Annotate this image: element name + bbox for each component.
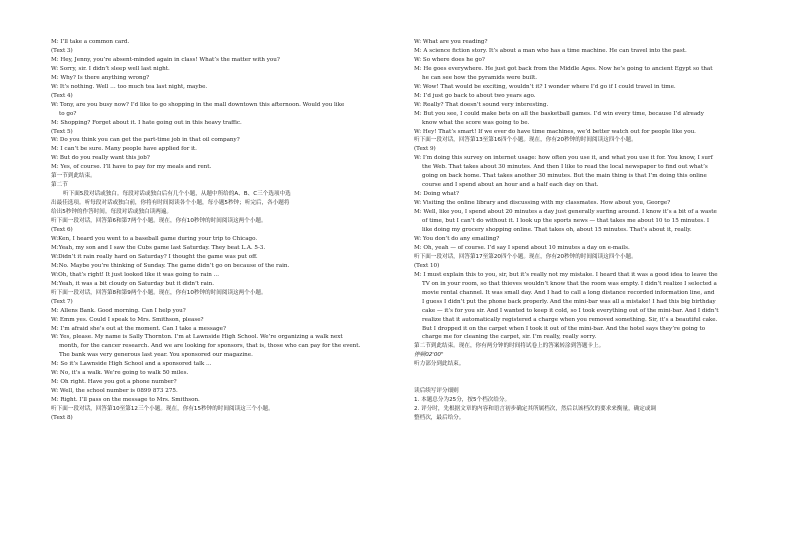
scoring-title: 读后续写评分细则 [414, 388, 459, 395]
text-label: (Text 10) [414, 262, 440, 269]
dialogue-line: M: I’m afraid she’s out at the moment. Can I take a message? [51, 325, 226, 332]
pause-note: 停顿02'00" [414, 352, 444, 359]
dialogue-continuation: he can see how the pyramids were built. [422, 74, 538, 81]
dialogue-continuation: month, for the cancer research. And we are looking for sponsors, that is, those who can pay for the event. [59, 343, 361, 350]
text-label: (Text 9) [414, 146, 436, 153]
dialogue-line: W: But do you really want this job? [51, 155, 150, 162]
listening-end-note: 听力部分到此结束。 [414, 361, 465, 368]
dialogue-line: M:No. Maybe you’re thinking of Sunday. The game didn’t go on because of the rain. [51, 262, 290, 269]
instruction-line: 给出5秒钟的作答时间。每段对话或独白读两遍。 [51, 209, 173, 216]
dialogue-line: W: No, it’s a walk. We’re going to walk 50 miles. [51, 370, 189, 377]
left-column [51, 38, 405, 423]
text-label: (Text 7) [51, 298, 73, 305]
dialogue-line: M: Shopping? Forget about it. I hate going out in this heavy traffic. [51, 119, 242, 126]
dialogue-line: W: It’s nothing. Well … too much tea last night, maybe. [51, 83, 208, 90]
line-answer: M: I’ll take a common card. [51, 39, 130, 45]
text-label: (Text 3) [51, 47, 73, 54]
scoring-rule: 整档次，最后给分。 [414, 415, 465, 422]
question-prompt: 听下面一段对话，回答第10至第12三个小题。现在，你有15秒钟的时间阅读这三个小题。 [51, 406, 274, 413]
dialogue-line: W: Sorry, sir. I didn’t sleep well last night. [51, 65, 170, 72]
question-prompt: 听下面一段对话，回答第17至第20四个小题。现在，你有20秒钟的时间阅读这四个小题。 [414, 253, 637, 260]
dialogue-line: W:Ken, I heard you went to a baseball game during your trip to Chicago. [51, 235, 258, 242]
dialogue-line: W:Didn’t it rain really hard on Saturday? I thought the game was put off. [51, 253, 258, 260]
dialogue-line: W: Really? That doesn’t sound very interesting. [414, 101, 549, 108]
dialogue-continuation: cake — it’s for you sir. And I wanted to keep it cold, so I took everything out of the mini-bar. And I didn’t [422, 307, 719, 314]
dialogue-line: M: Why? Is there anything wrong? [51, 74, 150, 81]
dialogue-continuation: The bank was very generous last year. You sponsored our magazine. [59, 352, 253, 359]
instruction-line: 出最佳选项。听每段对话或独白前，你将有时间阅读各个小题，每小题5秒钟；听完后，各小题将 [51, 200, 290, 207]
dialogue-line: M:Yeah, my son and I saw the Cubs game last Saturday. They beat L.A. 5-3. [51, 244, 266, 251]
dialogue-continuation: of time, but I can’t do without it. I look up the sports news — that takes me about 10 to 15 minutes. I [422, 218, 710, 225]
dialogue-line: M: Doing what? [414, 191, 459, 198]
dialogue-line: M: I’d just go back to about two years ago. [414, 92, 536, 99]
dialogue-line: W: Tony, are you busy now? I’d like to go shopping in the mall downtown this afternoon. Would you like [51, 101, 345, 108]
text-label: (Text 5) [51, 128, 73, 135]
text-label: (Text 4) [51, 92, 73, 99]
dialogue-continuation: But I dropped it on the carpet when I took it out of the mini-bar. And the hotel says they’re going to [422, 325, 706, 332]
dialogue-line: M: Well, like you, I spend about 20 minutes a day just generally surfing around. I know it’s a bit of a waste [414, 209, 717, 216]
dialogue-line: M: A science fiction story. It’s about a man who has a time machine. He can travel into the past. [414, 47, 687, 54]
dialogue-line: M: Yes, of course. I’ll have to pay for my meals and rent. [51, 164, 212, 171]
section-end-note: 第一节到此结束。 [51, 173, 96, 180]
dialogue-continuation: I guess I didn’t put the phone back properly. And the mini-bar was all a mistake! I had this big birthday [422, 298, 716, 305]
dialogue-line: M: But you see, I could make bets on all the basketball games. I’d win every time, because I’d already [414, 110, 704, 117]
dialogue-continuation: going on back home. That takes another 30 minutes. But the main thing is that I’m doing this online [422, 173, 707, 180]
dialogue-line: M: I can’t be sure. Many people have applied for it. [51, 146, 197, 153]
dialogue-line: M: So it’s Lawnside High School and a sponsored talk … [51, 361, 212, 368]
dialogue-line: W: Do you think you can get the part-time job in that oil company? [51, 137, 240, 144]
dialogue-continuation: realize that it automatically registered a charge when you removed something. Sir, it’s a beautiful cake. [422, 316, 718, 323]
dialogue-line: M: Allens Bank. Good morning. Can I help you? [51, 307, 186, 314]
scoring-rule: 1. 本题总分为25分，按5个档次给分。 [414, 397, 511, 404]
dialogue-line: W: Yes, please. My name is Sally Thornton. I’m at Lawnside High School. We’re organizing a walk next [51, 334, 343, 341]
instruction-line: 听下面5段对话或独白。每段对话或独白后有几个小题，从题中所给的A、B、C三个选项中选 [63, 191, 291, 198]
dialogue-continuation: know what the score was going to be. [422, 119, 530, 126]
dialogue-line: W: Emm yes. Could I speak to Mrs. Smithson, please? [51, 316, 204, 323]
dialogue-line: W: I’m doing this survey on internet usage: how often you use it, and what you use it for. You know, I surf [414, 155, 713, 162]
question-prompt: 听下面一段对话，回答第8和第9两个小题。现在，你有10秒钟的时间阅读这两个小题。 [51, 289, 267, 296]
dialogue-line: W: Wow! That would be exciting, wouldn’t it? I wonder where I’d go if I could travel in time. [414, 83, 676, 90]
dialogue-line: W: Well, the school number is 0899 873 275. [51, 388, 178, 395]
dialogue-continuation: movie rental channel. It was small day. And I had to call a long distance recorded information line, and [422, 289, 715, 296]
section-end-note: 第二节到此结束。现在，你有两分钟的时间将试卷上的答案转涂到答题卡上。 [414, 343, 605, 350]
dialogue-line: W: What are you reading? [414, 39, 488, 45]
question-prompt: 听下面一段对话，回答第13至第16四个小题。现在，你有20秒钟的时间阅读这四个小题。 [414, 137, 637, 144]
dialogue-line: W: Hey! That’s smart! If we ever do have time machines, we’d better watch out for people like you. [414, 128, 696, 135]
text-label: (Text 6) [51, 227, 73, 234]
spacer [414, 369, 768, 387]
section-heading: 第二节 [51, 182, 68, 189]
dialogue-continuation: charge me for cleaning the carpet, sir. I’m really, really sorry. [422, 334, 597, 341]
dialogue-line: M: Oh right. Have you got a phone number? [51, 379, 177, 386]
dialogue-continuation: course and I spend about an hour and a half each day on that. [422, 182, 599, 189]
right-column [414, 38, 768, 423]
scoring-rule: 2. 评分时，先根据文章的内容和语言初步确定其所属档次，然后以该档次的要求来衡量，确定或调 [414, 406, 657, 413]
dialogue-line: M: Right. I’ll pass on the message to Mrs. Smithson. [51, 397, 200, 404]
dialogue-line: M: Oh, yeah — of course. I’d say I spend about 10 minutes a day on e-mails. [414, 244, 630, 251]
text-label: (Text 8) [51, 415, 73, 422]
dialogue-line: M:Yeah, it was a bit cloudy on Saturday but it didn’t rain. [51, 280, 214, 287]
dialogue-line: W:Oh, that’s right! It just looked like it was going to rain ... [51, 271, 219, 278]
dialogue-line: M: Hey, Jenny, you’re absent-minded again in class! What’s the matter with you? [51, 56, 280, 63]
dialogue-continuation: TV on in your room, so that thieves wouldn’t know that the room was empty. I didn’t realize I selected a [422, 280, 717, 287]
question-prompt: 听下面一段对话，回答第6和第7两个小题。现在，你有10秒钟的时间阅读这两个小题。 [51, 218, 267, 225]
dialogue-line: M: I must explain this to you, sir, but it’s really not my mistake. I heard that it was a good idea to leave the [414, 271, 718, 278]
dialogue-line: W: You don’t do any emailing? [414, 235, 500, 242]
dialogue-continuation: to go? [59, 110, 77, 117]
dialogue-line: W: So where does he go? [414, 56, 485, 63]
dialogue-line: M: He goes everywhere. He just got back from the Middle Ages. Now he’s going to ancient Egypt so that [414, 65, 713, 72]
dialogue-continuation: like doing my grocery shopping online. That takes oh, about 15 minutes. That’s about it, really. [422, 227, 692, 234]
dialogue-line: W: Visiting the online library and discussing with my classmates. How about you, George? [414, 200, 671, 207]
dialogue-continuation: the Web. That takes about 30 minutes. And then I like to read the local newspaper to find out what’s [422, 164, 708, 171]
